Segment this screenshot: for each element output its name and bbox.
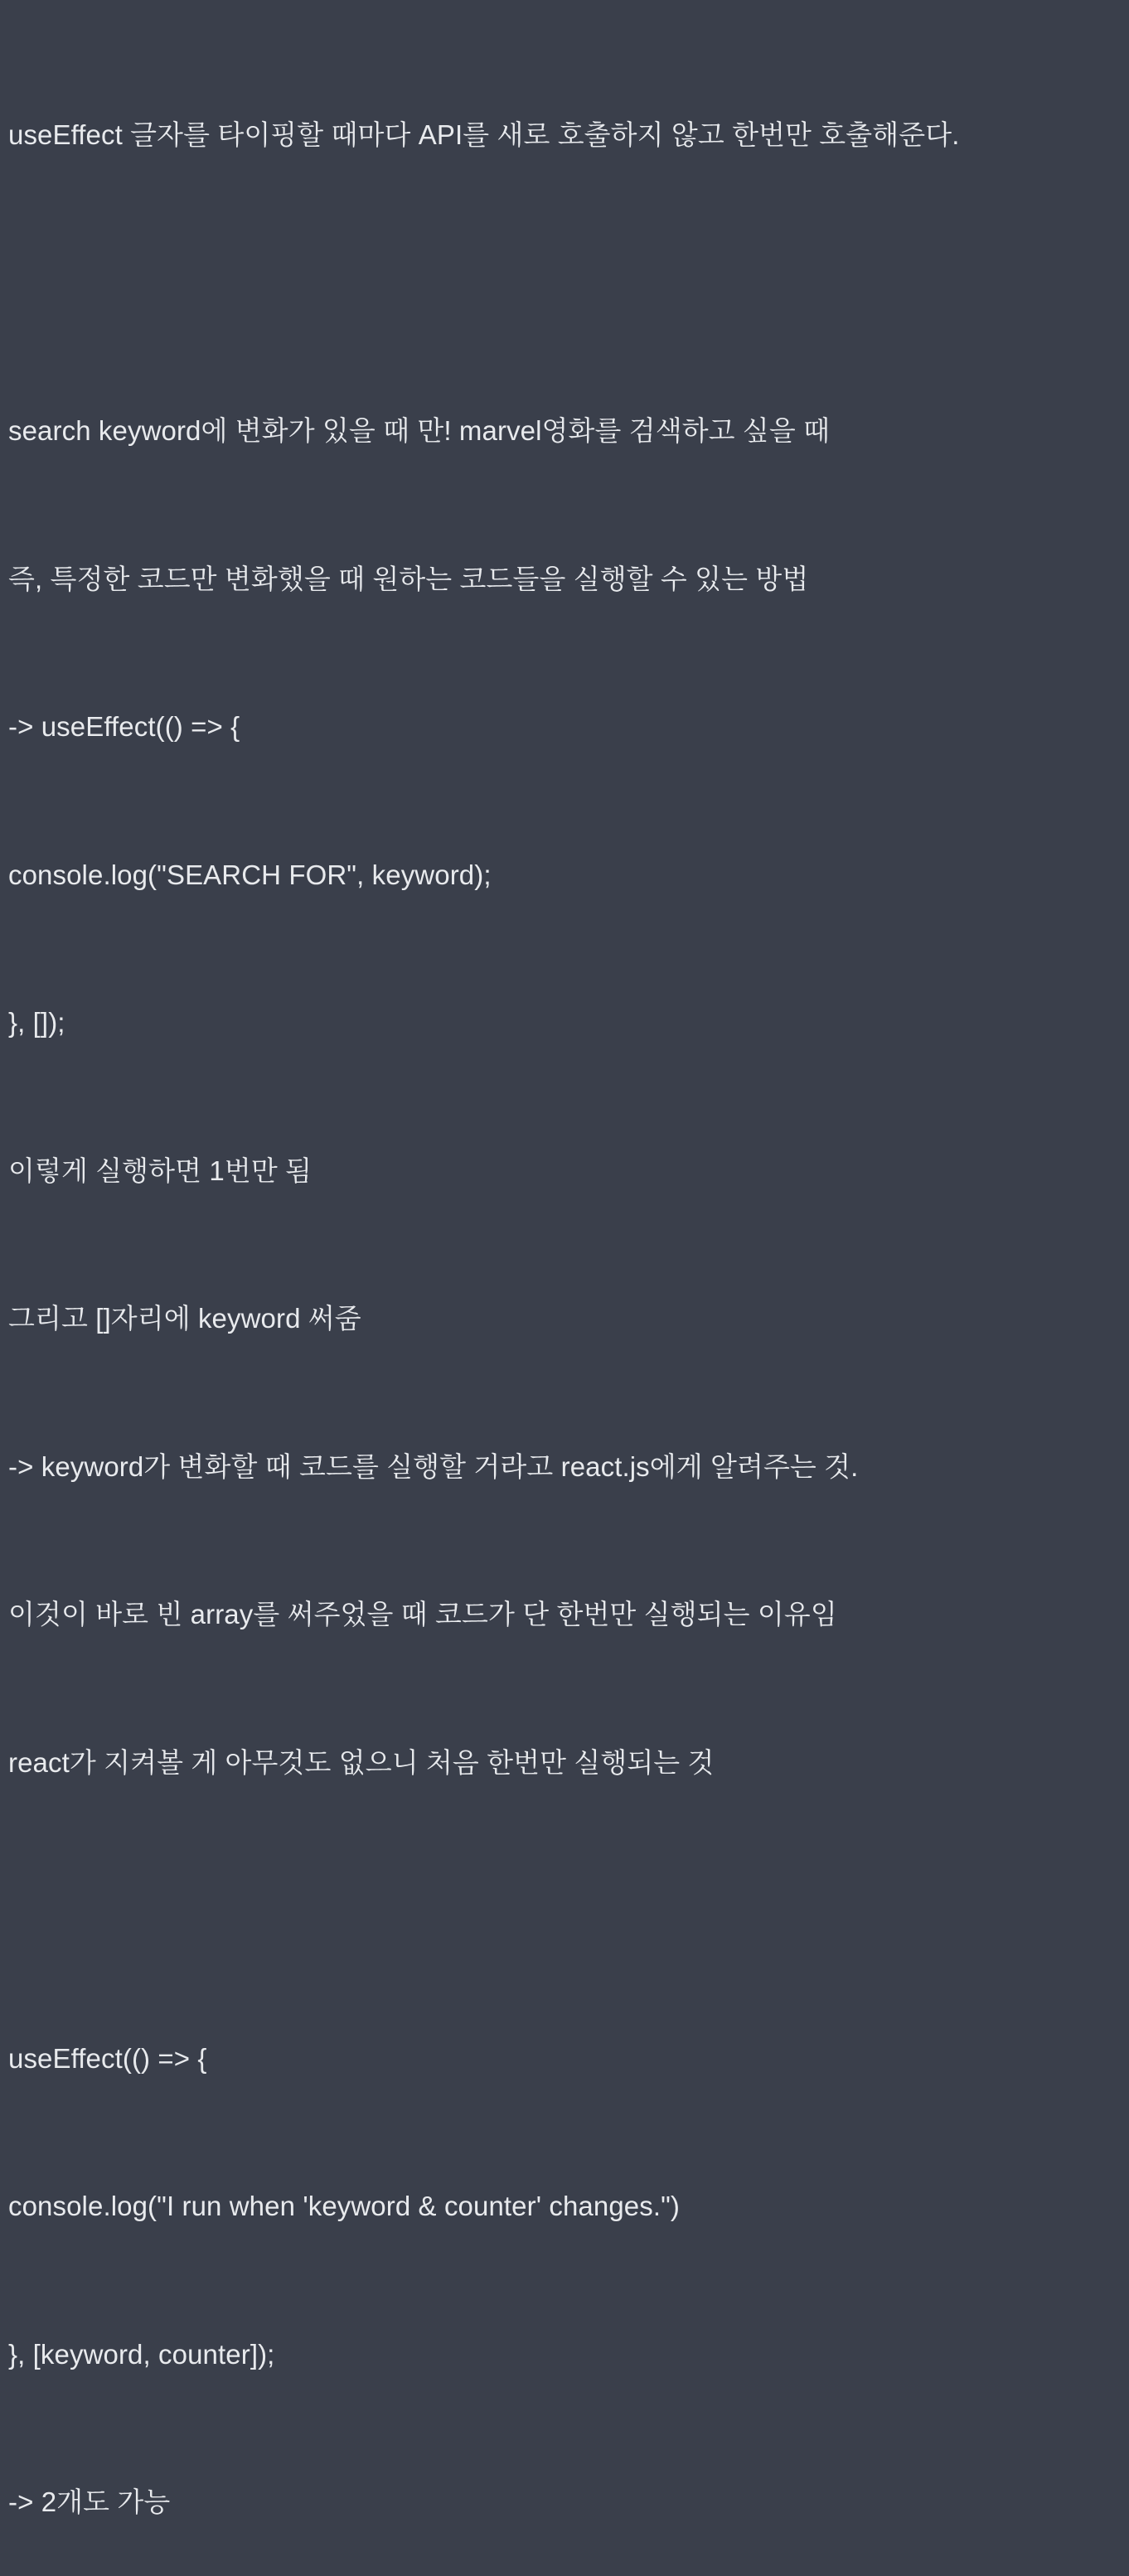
text-line: -> useEffect(() => { <box>8 711 240 742</box>
text-line <box>8 259 1121 308</box>
text-line: react가 지켜볼 게 아무것도 없으니 처음 한번만 실행되는 것 <box>8 1746 715 1778</box>
text-line: useEffect(() => { <box>8 2042 207 2074</box>
text-line: 이렇게 실행하면 1번만 됨 <box>8 1155 313 1186</box>
text-line <box>8 1886 1121 1935</box>
text-line: -> keyword가 변화할 때 코드를 실행할 거라고 react.js에게 알려주는 것. <box>8 1450 859 1482</box>
text-line: 즉, 특정한 코드만 변화했을 때 원하는 코드들을 실행할 수 있는 방법 <box>8 563 809 594</box>
text-line: -> 2개도 가능 <box>8 2486 171 2517</box>
text-line: console.log("I run when 'keyword & counter' changes.") <box>8 2191 681 2221</box>
text-line: }, [keyword, counter]); <box>8 2338 275 2370</box>
text-line: 그리고 []자리에 keyword 써줌 <box>8 1303 361 1334</box>
text-line: 이것이 바로 빈 array를 써주었을 때 코드가 단 한번만 실행되는 이유임 <box>8 1599 837 1629</box>
text-line: console.log("SEARCH FOR", keyword); <box>8 859 492 890</box>
text-line: useEffect 글자를 타이핑할 때마다 API를 새로 호출하지 않고 한번만 호출해준다. <box>8 119 960 150</box>
text-line: }, []); <box>8 1007 65 1038</box>
text-line: search keyword에 변화가 있을 때 만! marvel영화를 검색하고 싶을 때 <box>8 415 831 446</box>
